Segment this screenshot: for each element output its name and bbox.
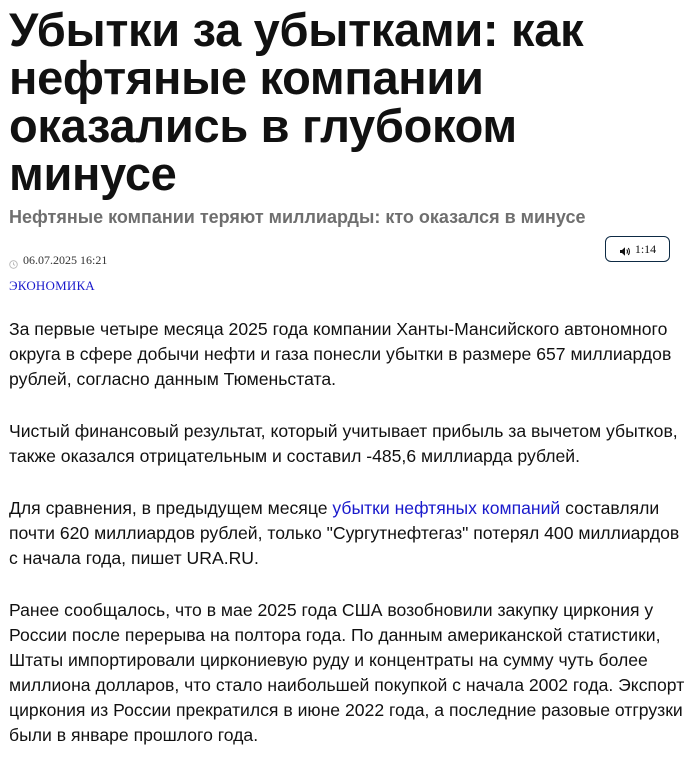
speaker-icon — [619, 244, 631, 255]
paragraph — [9, 496, 685, 571]
paragraph-text: Для сравнения, в предыдущем месяце — [9, 498, 333, 518]
paragraph: Чистый финансовый результат, который учитывает прибыль за вычетом убытков, также оказался отрицательным и составил -485,6 миллиарда рублей. — [9, 421, 678, 466]
subtitle: Нефтяные компании теряют миллиарды: кто оказался в минусе — [9, 207, 586, 227]
paragraph-text: составляли почти 620 миллиардов рублей, только "Сургутнефтегаз" потерял 400 миллиардов с начала года, пишет URA.RU. — [9, 498, 680, 568]
audio-duration: 1:14 — [634, 241, 657, 256]
category-link[interactable]: ЭКОНОМИКА — [9, 278, 95, 293]
meta-row — [9, 236, 685, 276]
publish-date — [9, 253, 107, 268]
date-text: 06.07.2025 16:21 — [23, 253, 108, 267]
paragraph: За первые четыре месяца 2025 года компании Ханты-Мансийского автономного округа в сфере добычи нефти и газа понесли убытки в размере 657 миллиардов рублей, согласно данным Тюменьстата. — [9, 319, 672, 389]
paragraph: Ранее сообщалось, что в мае 2025 года США возобновили закупку циркония у России после перерыва на полтора года. По данным американской статистики, Штаты импортировали циркониевую руду и концентраты на сумму чуть более миллиона долларов, что стало наибольшей покупкой с начала 2002 года. Экспорт циркония из России прекратился в июне 2022 года, а последние разовые отгрузки были в январе прошлого года. — [9, 600, 685, 745]
clock-icon — [9, 256, 18, 265]
oil-losses-link[interactable]: убытки нефтяных компаний — [332, 498, 561, 518]
audio-play-button[interactable] — [605, 236, 670, 262]
article-body — [9, 317, 685, 748]
headline: Убытки за убытками: как нефтяные компании оказались в глубоком минусе — [9, 3, 584, 200]
article — [9, 3, 685, 775]
